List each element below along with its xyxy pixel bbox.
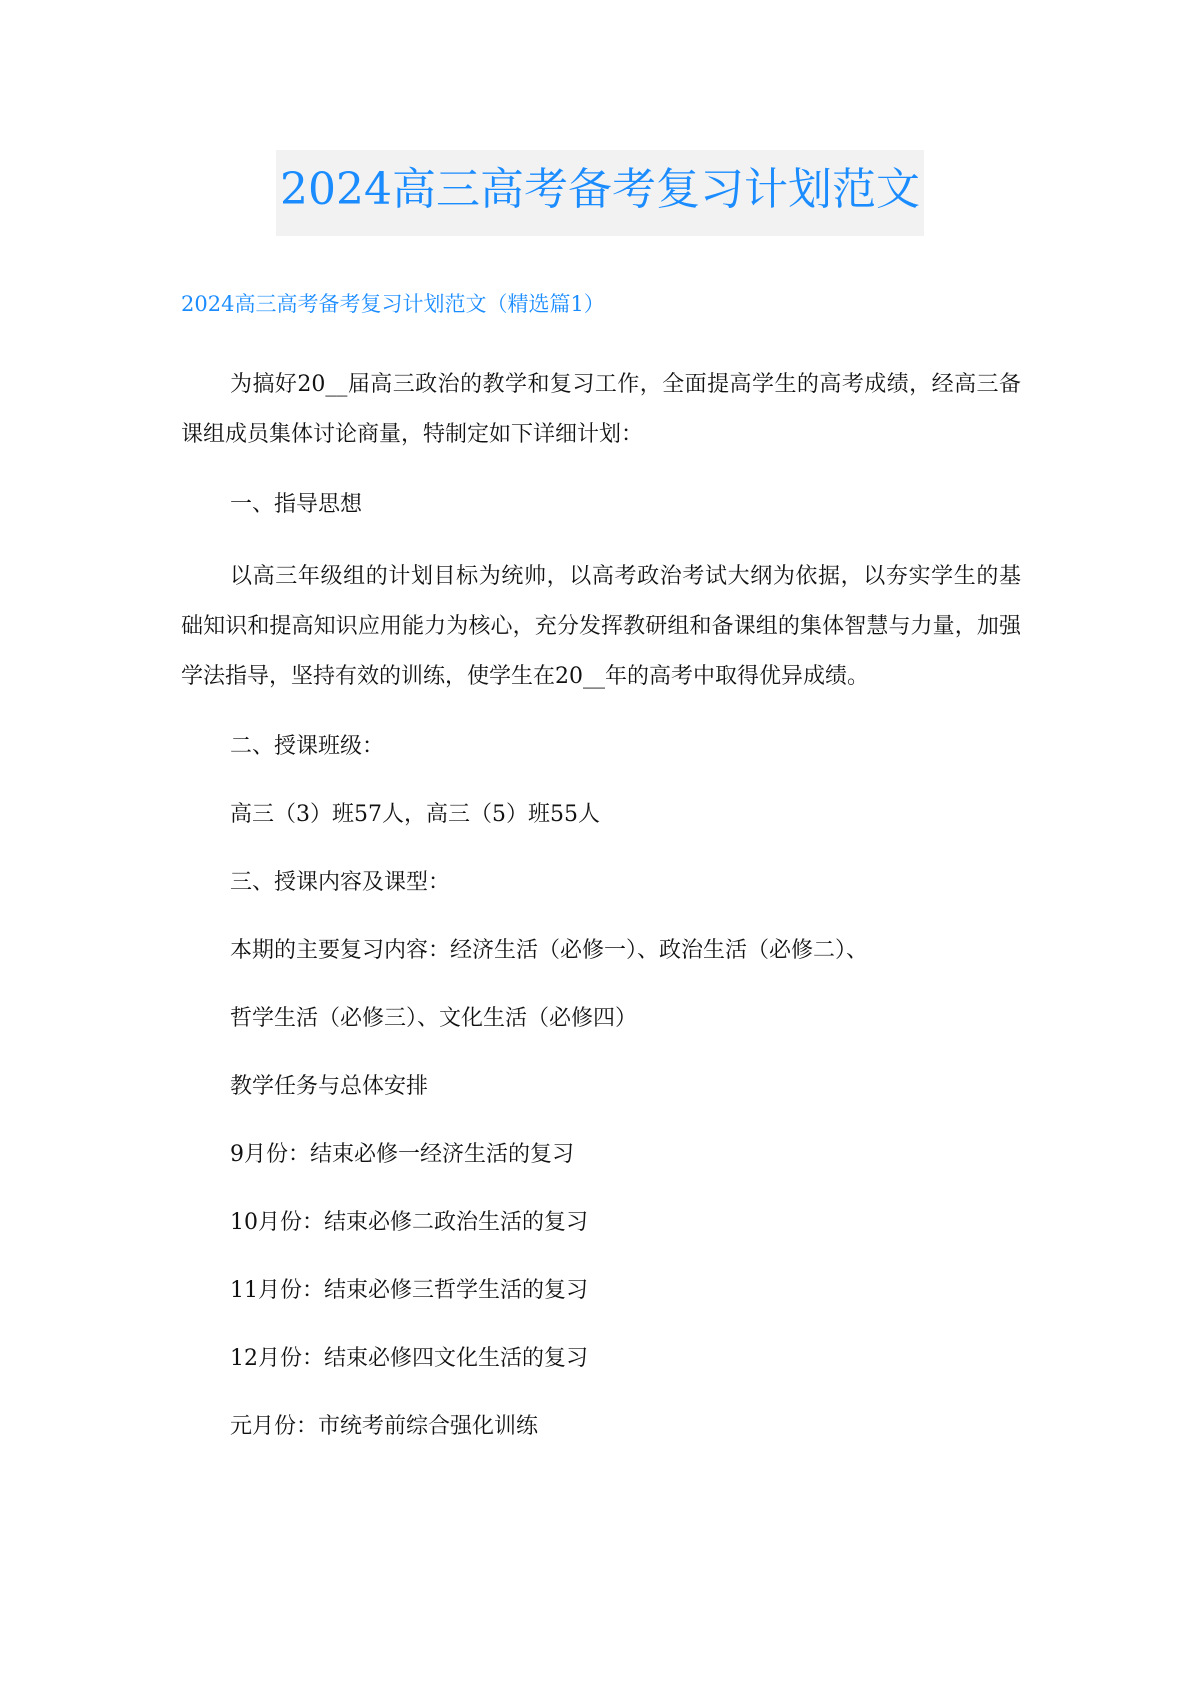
heading-classes: 二、授课班级： <box>230 734 385 759</box>
content-line-2: 哲学生活（必修三）、文化生活（必修四） <box>230 1006 638 1031</box>
heading-content: 三、授课内容及课型： <box>230 870 451 895</box>
document-title: 2024高三高考备考复习计划范文 <box>280 164 920 215</box>
section-title: 2024高三高考备考复习计划范文（精选篇1） <box>181 292 605 316</box>
month-oct: 10月份：结束必修二政治生活的复习 <box>230 1210 588 1235</box>
heading-tasks: 教学任务与总体安排 <box>230 1074 429 1099</box>
guiding-ideology-paragraph: 以高三年级组的计划目标为统帅，以高考政治考试大纲为依据，以夯实学生的基础知识和提高知识应用能力为核心，充分发挥教研组和备课组的集体智慧与力量，加强学法指导，坚持有效的训练，使学生在20__年的高考中取得优异成绩。 <box>181 564 1021 689</box>
title-banner <box>276 150 924 236</box>
month-sep: 9月份：结束必修一经济生活的复习 <box>230 1142 574 1167</box>
intro-paragraph: 为搞好20__届高三政治的教学和复习工作，全面提高学生的高考成绩，经高三备课组成员集体讨论商量，特制定如下详细计划： <box>181 372 1021 447</box>
classes-paragraph: 高三（3）班57人，高三（5）班55人 <box>230 802 600 827</box>
month-jan: 元月份：市统考前综合强化训练 <box>230 1414 539 1439</box>
document-body <box>181 360 1021 1452</box>
month-nov: 11月份：结束必修三哲学生活的复习 <box>230 1278 588 1303</box>
heading-guiding-ideology: 一、指导思想 <box>230 492 363 517</box>
month-dec: 12月份：结束必修四文化生活的复习 <box>230 1346 588 1371</box>
content-line-1: 本期的主要复习内容：经济生活（必修一）、政治生活（必修二）、 <box>230 938 869 963</box>
